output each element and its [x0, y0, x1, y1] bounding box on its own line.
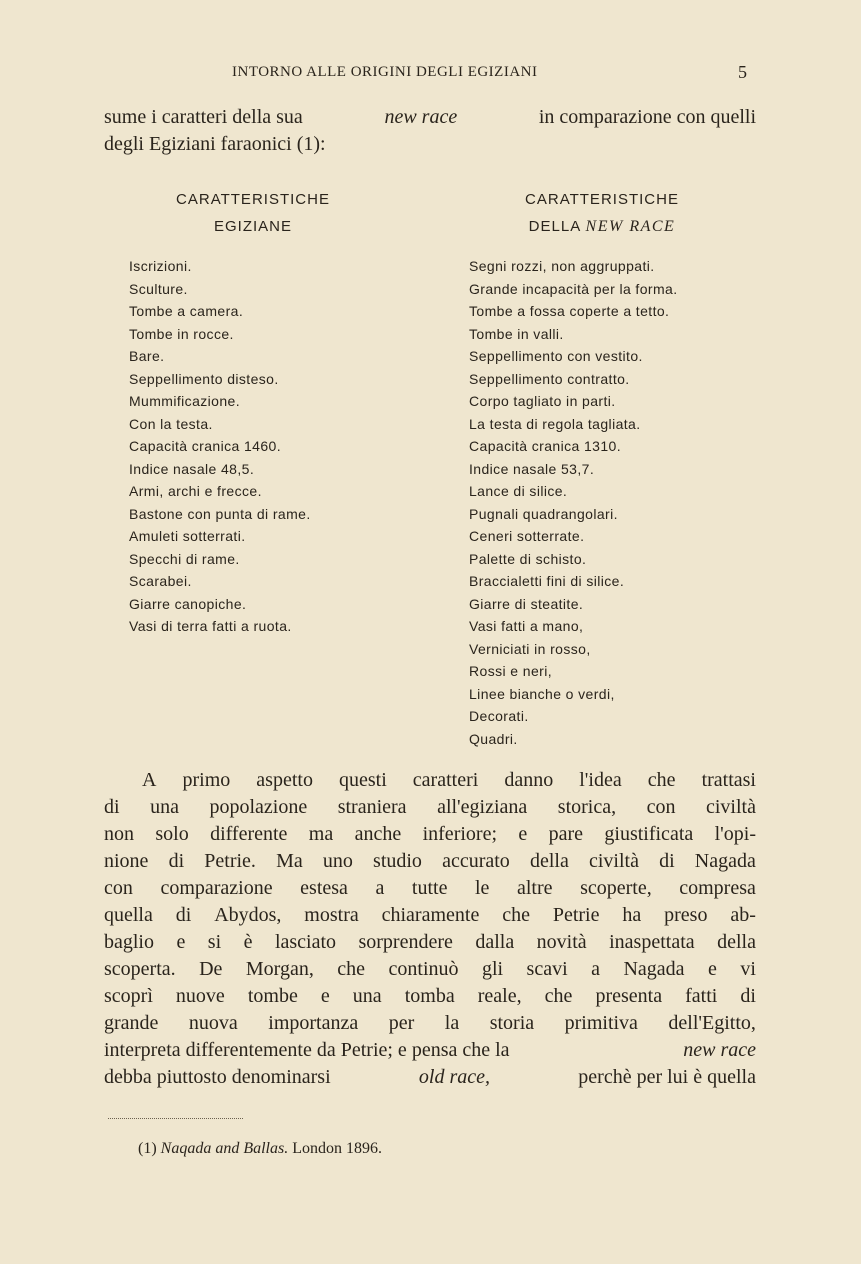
list-item: Amuleti sotterrati. [129, 528, 246, 544]
list-item: Segni rozzi, non aggruppati. [469, 258, 655, 274]
footnote-text: London 1896. [292, 1140, 382, 1157]
body-line [104, 848, 756, 875]
body-line [104, 875, 756, 902]
body-line [104, 821, 756, 848]
body-line [104, 794, 756, 821]
intro-paragraph [104, 104, 756, 158]
list-item: Con la testa. [129, 415, 213, 432]
word: scavi [526, 958, 568, 980]
word: una [352, 985, 382, 1007]
word: tutte [411, 877, 448, 899]
word: che [544, 985, 573, 1007]
word: della [717, 931, 756, 953]
word: giustificata [604, 823, 694, 845]
intro-italic: new race [384, 106, 458, 128]
word: tombe [247, 985, 298, 1007]
word: storica, [557, 796, 617, 818]
word: di [175, 904, 192, 926]
word: inferiore; [422, 823, 497, 845]
word: della [529, 850, 569, 872]
word: mostra [304, 904, 359, 926]
list-item: Specchi di rame. [129, 550, 240, 567]
word: A [142, 769, 157, 791]
list-item: Giarre canopiche. [129, 595, 247, 612]
list-item: Braccialetti fini di silice. [469, 573, 625, 589]
body-line [104, 956, 756, 983]
body-paragraph [104, 767, 756, 1091]
word: trattasi [701, 769, 756, 791]
word: ha [622, 904, 642, 926]
word: nuove [175, 985, 225, 1007]
list-item: Verniciati in rosso, [469, 640, 591, 657]
body-line [104, 1037, 756, 1064]
word: nuova [188, 1012, 238, 1034]
body-line [104, 1064, 756, 1091]
word: l'idea [579, 769, 622, 791]
list-item: Tombe in rocce. [129, 325, 234, 342]
list-item: Linee bianche o verdi, [469, 685, 615, 702]
word: la [444, 1012, 460, 1034]
list-item: Scarabei. [129, 573, 192, 589]
word: storia [489, 1012, 535, 1034]
body-italic: old race, [418, 1066, 491, 1088]
right-heading-della: DELLA [528, 218, 581, 235]
word: Ma [276, 850, 303, 872]
word: aspetto [256, 769, 313, 791]
list-item: Rossi e neri, [469, 663, 553, 679]
right-heading-line-2 [452, 213, 752, 240]
word: baglio [104, 931, 154, 953]
word: De [199, 958, 223, 980]
word: a [375, 877, 385, 899]
word: gli [481, 958, 504, 980]
body-line [104, 767, 756, 794]
word: scoprì [104, 985, 153, 1007]
list-item: Seppellimento contratto. [469, 370, 630, 387]
word: con [104, 877, 133, 899]
word: chiaramente [381, 904, 480, 926]
list-item: Corpo tagliato in parti. [469, 393, 616, 409]
word: si [207, 931, 222, 953]
list-item: Vasi di terra fatti a ruota. [129, 618, 292, 634]
list-item: Bare. [129, 348, 165, 364]
word: di [168, 850, 185, 872]
list-item: Palette di schisto. [469, 550, 587, 567]
footnote-marker: (1) [138, 1140, 157, 1157]
word: ma [308, 823, 334, 845]
word: di [104, 796, 120, 818]
right-column-heading [452, 186, 752, 240]
word: vi [740, 958, 756, 980]
list-item: Sculture. [129, 280, 188, 297]
word: con [646, 796, 676, 818]
word: lasciato [274, 931, 337, 953]
word: è [243, 931, 253, 953]
word: scoperta. [104, 958, 176, 980]
word: preso [664, 904, 708, 926]
word: questi [338, 769, 387, 791]
word: solo [155, 823, 189, 845]
word: continuò [388, 958, 459, 980]
list-item: Quadri. [469, 730, 518, 747]
word: reale, [477, 985, 522, 1007]
word: non [104, 823, 134, 845]
list-item: La testa di regola tagliata. [469, 415, 641, 432]
word: presenta [595, 985, 663, 1007]
word: Nagada [623, 958, 685, 980]
body-text: debba piuttosto denominarsi [104, 1066, 331, 1088]
intro-text: in comparazione con quelli [538, 106, 756, 128]
word: civiltà [705, 796, 756, 818]
word: caratteri [412, 769, 479, 791]
list-item: Seppellimento disteso. [129, 370, 279, 387]
list-item: Giarre di steatite. [469, 595, 584, 612]
word: all'egiziana [437, 796, 528, 818]
word: tomba [404, 985, 455, 1007]
word: per [388, 1012, 415, 1034]
word: Nagada [694, 850, 756, 872]
word: una [150, 796, 179, 818]
list-item: Mummificazione. [129, 393, 241, 409]
body-text: interpreta differentemente da Petrie; e pensa che la [104, 1039, 510, 1061]
word: studio [373, 850, 422, 872]
left-heading-line-2: EGIZIANE [213, 218, 292, 235]
word: anche [354, 823, 402, 845]
right-heading-line-1: CARATTERISTICHE [525, 191, 679, 208]
word: ab- [730, 904, 756, 926]
list-item: Indice nasale 53,7. [469, 460, 595, 477]
body-italic: new race [683, 1039, 756, 1061]
list-item: Indice nasale 48,5. [129, 460, 255, 477]
word: fatti [685, 985, 718, 1007]
word: Petrie [552, 904, 600, 926]
list-item: Armi, archi e frecce. [129, 483, 262, 499]
word: primo [182, 769, 231, 791]
body-line [104, 983, 756, 1010]
word: accurato [442, 850, 510, 872]
word: Petrie. [204, 850, 256, 872]
word: comparazione [160, 877, 273, 899]
word: l'opi- [714, 823, 756, 845]
right-heading-new-race: NEW RACE [585, 218, 676, 235]
list-item: Grande incapacità per la forma. [469, 280, 678, 297]
word: compresa [679, 877, 756, 899]
intro-text: degli Egiziani faraonici (1): [104, 133, 326, 155]
list-item: Capacità cranica 1460. [129, 438, 281, 454]
list-item: Iscrizioni. [129, 258, 192, 274]
word: Abydos, [214, 904, 282, 926]
intro-line-2 [104, 131, 756, 158]
egyptian-characteristics-list [129, 255, 311, 638]
word: di [740, 985, 756, 1007]
header-title: INTORNO ALLE ORIGINI DEGLI EGIZIANI [232, 64, 538, 80]
word: a [591, 958, 600, 980]
left-column-heading [103, 186, 403, 240]
list-item: Vasi fatti a mano, [469, 618, 584, 634]
list-item: Decorati. [469, 708, 529, 724]
body-text: perchè per lui è quella [578, 1066, 756, 1088]
word: pare [548, 823, 584, 845]
word: e [518, 823, 528, 845]
word: di [659, 850, 675, 872]
list-item: Ceneri sotterrate. [469, 528, 585, 544]
list-item: Tombe a fossa coperte a tetto. [469, 303, 670, 319]
list-item: Lance di silice. [469, 483, 568, 499]
footnote [138, 1140, 382, 1158]
word: le [475, 877, 490, 899]
word: quella [104, 904, 153, 926]
word: sorprendere [358, 931, 453, 953]
word: popolazione [209, 796, 308, 818]
body-line [104, 929, 756, 956]
footnote-divider [108, 1118, 243, 1119]
word: estesa [300, 877, 348, 899]
word: novità [536, 931, 587, 953]
new-race-characteristics-list [469, 255, 678, 750]
word: grande [104, 1012, 159, 1034]
word: e [707, 958, 717, 980]
list-item: Bastone con punta di rame. [129, 505, 311, 522]
word: e [176, 931, 186, 953]
word: primitiva [564, 1012, 638, 1034]
list-item: Capacità cranica 1310. [469, 438, 621, 454]
body-line [104, 902, 756, 929]
word: e [320, 985, 330, 1007]
word: dell'Egitto, [668, 1012, 756, 1034]
page-number: 5 [738, 62, 748, 82]
word: straniera [337, 796, 407, 818]
word: civiltà [588, 850, 639, 872]
list-item: Tombe in valli. [469, 325, 564, 342]
word: Morgan, [245, 958, 314, 980]
word: nione [104, 850, 149, 872]
word: importanza [268, 1012, 359, 1034]
intro-line-1 [104, 104, 756, 131]
body-line [104, 1010, 756, 1037]
intro-text: sume i caratteri della sua [104, 106, 303, 128]
list-item: Seppellimento con vestito. [469, 348, 643, 364]
footnote-title: Naqada and Ballas. [160, 1140, 289, 1157]
word: inaspettata [609, 931, 695, 953]
word: che [337, 958, 366, 980]
word: altre [516, 877, 553, 899]
left-heading-line-1: CARATTERISTICHE [176, 191, 330, 208]
word: uno [322, 850, 353, 872]
list-item: Tombe a camera. [129, 303, 244, 319]
word: scoperte, [580, 877, 652, 899]
word: differente [210, 823, 288, 845]
word: danno [504, 769, 554, 791]
word: che [647, 769, 676, 791]
list-item: Pugnali quadrangolari. [469, 505, 618, 522]
word: che [502, 904, 530, 926]
word: dalla [475, 931, 515, 953]
